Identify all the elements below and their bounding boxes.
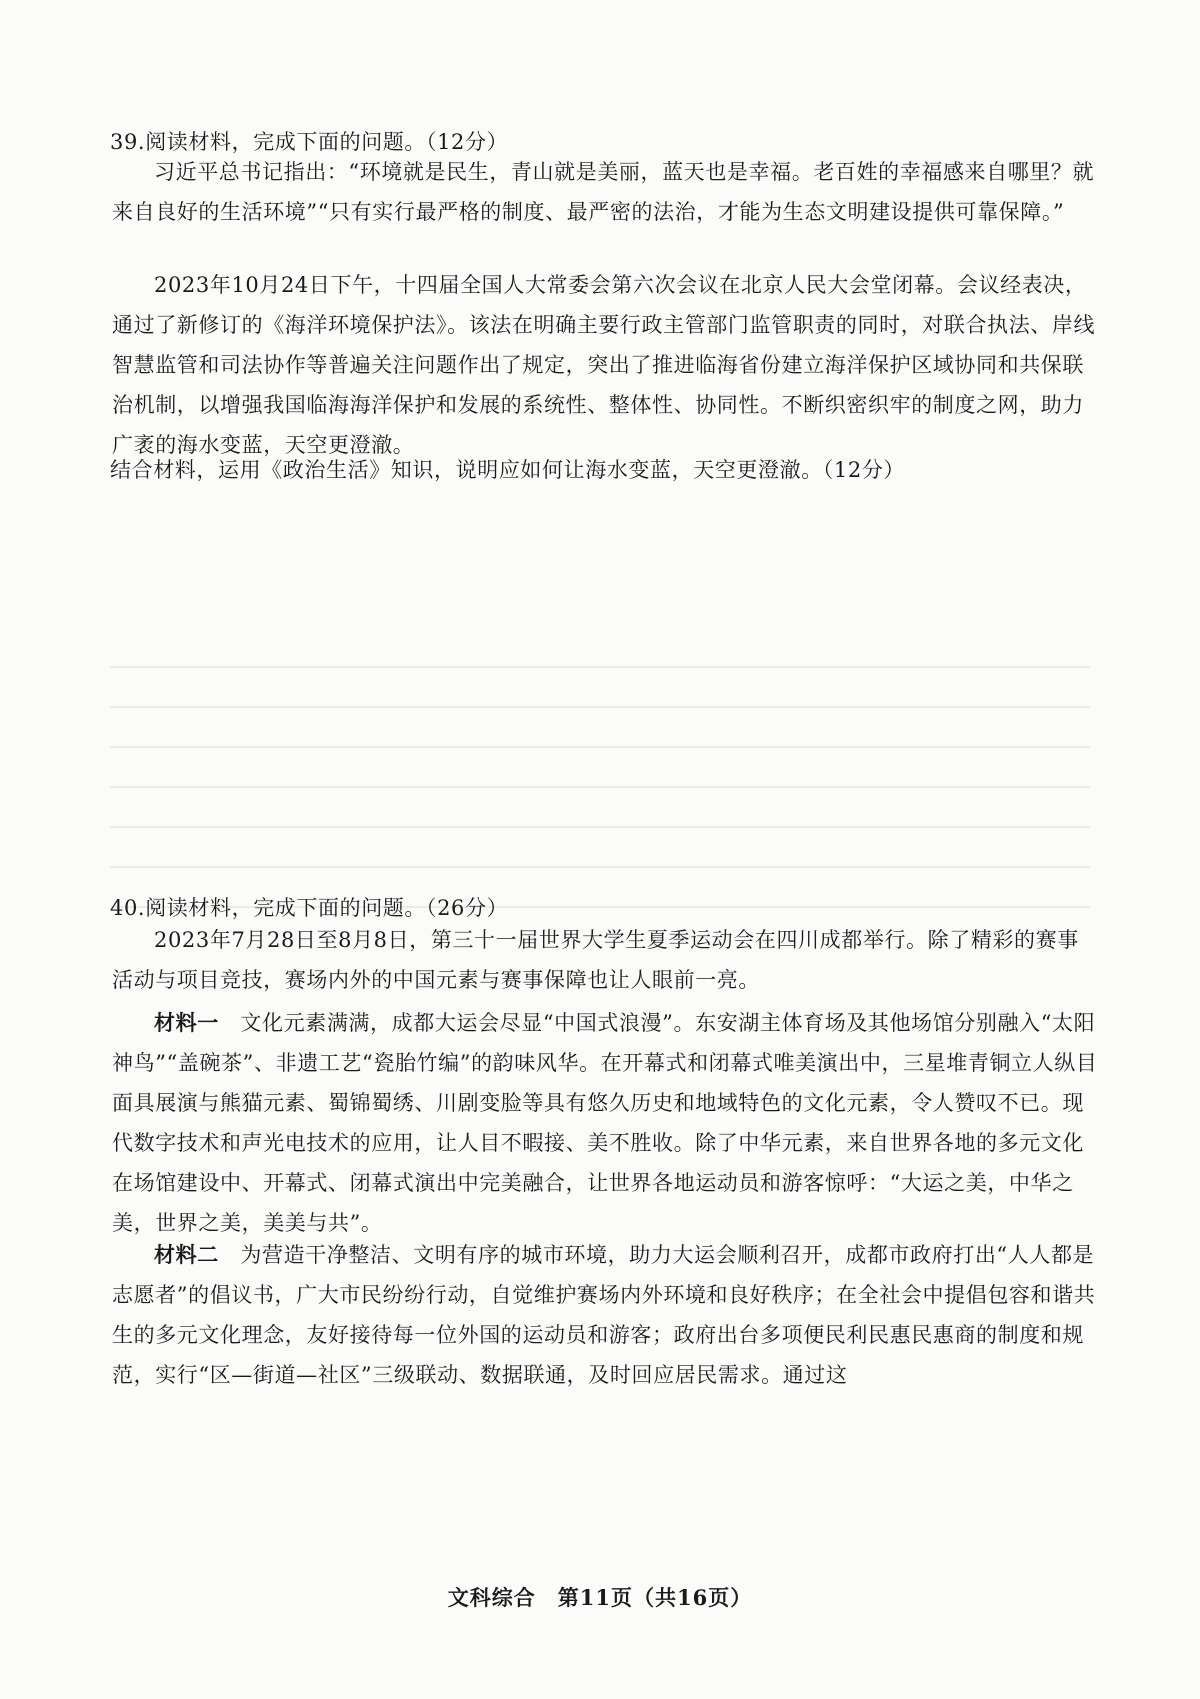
material-2 [112, 1235, 1098, 1395]
page-footer: 文科综合 第11页（共16页） [447, 1585, 753, 1610]
question-39-prompt: 结合材料，运用《政治生活》知识，说明应如何让海水变蓝，天空更澄澈。（12分） [110, 458, 906, 482]
bleed-through-area [110, 640, 1090, 910]
material-1-text: 文化元素满满，成都大运会尽显“中国式浪漫”。东安湖主体育场及其他场馆分别融入“太阳神鸟”“盖碗茶”、非遗工艺“瓷胎竹编”的韵味风华。在开幕式和闭幕式唯美演出中，三星堆青铜立人纵目面具展演与熊猫元素、蜀锦蜀绣、川剧变脸等具有悠久历史和地域特色的文化元素，令人赞叹不已。现代数字技术和声光电技术的应用，让人目不暇接、美不胜收。除了中华元素，来自世界各地的多元文化在场馆建设中、开幕式、闭幕式演出中完美融合，让世界各地运动员和游客惊呼：“大运之美，中华之美，世界之美，美美与共”。 [112, 1011, 1098, 1235]
question-39-title: 39.阅读材料，完成下面的问题。（12分） [110, 130, 509, 154]
material-1-label: 材料一 [154, 1010, 219, 1035]
question-39-quote: 习近平总书记指出：“环境就是民生，青山就是美丽，蓝天也是幸福。老百姓的幸福感来自哪里？就来自良好的生活环境”“只有实行最严格的制度、最严密的法治，才能为生态文明建设提供可靠保障。” [112, 160, 1095, 224]
material-1 [112, 1003, 1098, 1243]
question-40-title: 40.阅读材料，完成下面的问题。（26分） [110, 896, 509, 920]
question-39-material: 2023年10月24日下午，十四届全国人大常委会第六次会议在北京人民大会堂闭幕。会议经表决，通过了新修订的《海洋环境保护法》。该法在明确主要行政主管部门监管职责的同时，对联合执法、岸线智慧监管和司法协作等普遍关注问题作出了规定，突出了推进临海省份建立海洋保护区域协同和共保联治机制，以增强我国临海海洋保护和发展的系统性、整体性、协同性。不断织密织牢的制度之网，助力广袤的海水变蓝，天空更澄澈。 [112, 273, 1096, 457]
question-40-intro: 2023年7月28日至8月8日，第三十一届世界大学生夏季运动会在四川成都举行。除了精彩的赛事活动与项目竞技，赛场内外的中国元素与赛事保障也让人眼前一亮。 [112, 928, 1079, 992]
material-2-label: 材料二 [154, 1242, 219, 1267]
material-2-text: 为营造干净整洁、文明有序的城市环境，助力大运会顺利召开，成都市政府打出“人人都是志愿者”的倡议书，广大市民纷纷行动，自觉维护赛场内外环境和良好秩序；在全社会中提倡包容和谐共生的多元文化理念，友好接待每一位外国的运动员和游客；政府出台多项便民利民惠民惠商的制度和规范，实行“区—街道—社区”三级联动、数据联通，及时回应居民需求。通过这 [112, 1243, 1096, 1387]
